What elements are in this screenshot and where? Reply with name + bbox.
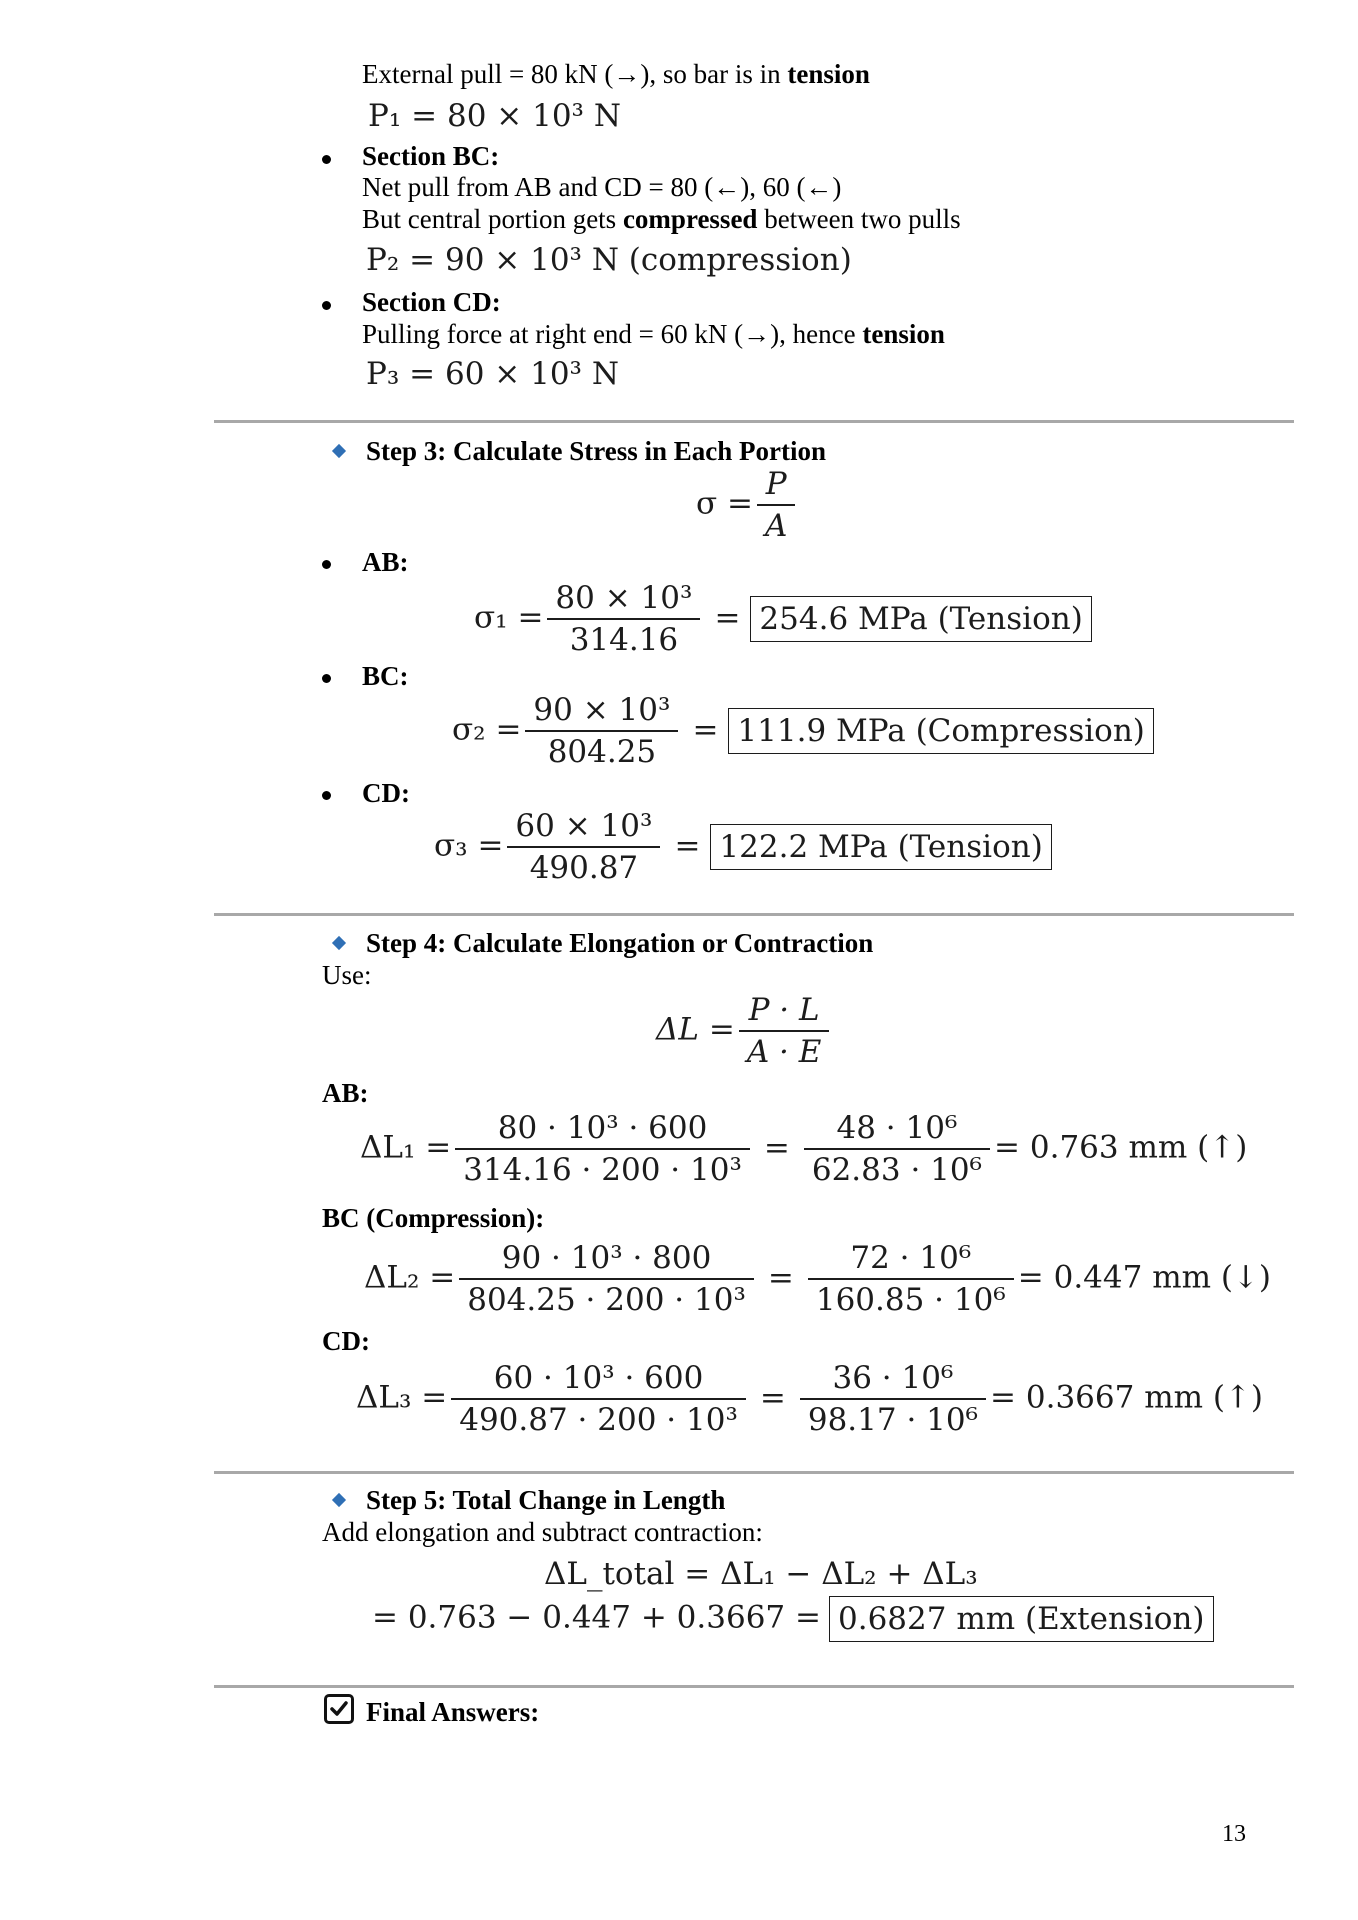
elong-bc-label: BC (Compression): (322, 1203, 545, 1233)
stress-bc-result: 111.9 MPa (Compression) (728, 708, 1153, 754)
bullet (322, 560, 331, 569)
elong-ab-label: AB: (322, 1078, 369, 1108)
checkbox-checked-icon (324, 1694, 354, 1724)
stress-cd-equation: σ₃ = $\frac{\text{60 × 10³}}{490.87}$ = 122.2 MPa (Tension) (434, 806, 1052, 888)
step4-use-label: Use: (322, 960, 372, 990)
page-number: 13 (1222, 1821, 1246, 1847)
elong-cd-equation: ΔL₃ = $\frac{\text{60 · 10³ · 600}}{\text{490.87 · 200 · 10³}}$ = $\frac{\text{36 · 10⁶}}{\text{98.17 · 10⁶}}$ = 0.3667 mm (↑) (356, 1360, 1264, 1438)
section-cd-heading: Section CD: (362, 287, 501, 317)
total-formula: ΔL_total = ΔL₁ − ΔL₂ + ΔL₃ (544, 1556, 978, 1592)
section-bc-line1: Net pull from AB and CD = 80 (←), 60 (←) (362, 172, 842, 202)
elong-bc-equation: ΔL₂ = $\frac{\text{90 · 10³ · 800}}{\text{804.25 · 200 · 10³}}$ = $\frac{\text{72 · 10⁶}}{\text{160.85 · 10⁶}}$ = 0.447 mm (↓) (364, 1240, 1272, 1318)
divider (214, 1471, 1294, 1474)
diamond-bullet-icon (332, 444, 346, 458)
p2-equation: P₂ = 90 × 10³ N (compression) (366, 242, 852, 278)
divider (214, 913, 1294, 916)
step4-title: Step 4: Calculate Elongation or Contraction (366, 928, 874, 958)
stress-bc-equation: σ₂ = $\frac{\text{90 × 10³}}{804.25}$ = 111.9 MPa (Compression) (452, 690, 1154, 772)
section-bc-line2: But central portion gets compressed between two pulls (362, 204, 961, 234)
stress-ab-label: AB: (362, 547, 409, 577)
bullet (322, 155, 331, 164)
stress-bc-label: BC: (362, 661, 409, 691)
final-answers-heading: Final Answers: (366, 1697, 540, 1727)
total-result: 0.6827 mm (Extension) (829, 1596, 1214, 1642)
step3-title: Step 3: Calculate Stress in Each Portion (366, 436, 826, 466)
stress-formula: σ = $\frac{P}{A}$ (696, 464, 799, 546)
elong-ab-equation: ΔL₁ = $\frac{\text{80 · 10³ · 600}}{\text{314.16 · 200 · 10³}}$ = $\frac{\text{48 · 10⁶}}{\text{62.83 · 10⁶}}$ = 0.763 mm (↑) (360, 1110, 1248, 1188)
bullet (322, 674, 331, 683)
p3-equation: P₃ = 60 × 10³ N (366, 356, 619, 392)
bullet (322, 301, 331, 310)
step5-line: Add elongation and subtract contraction: (322, 1517, 763, 1547)
ab-external-pull-line: External pull = 80 kN (→), so bar is in tension (362, 59, 870, 89)
bullet (322, 791, 331, 800)
stress-ab-equation: σ₁ = $\frac{\text{80 × 10³}}{314.16}$ = 254.6 MPa (Tension) (474, 578, 1092, 660)
divider (214, 1685, 1294, 1688)
stress-cd-label: CD: (362, 778, 410, 808)
diamond-bullet-icon (332, 1493, 346, 1507)
step5-title: Step 5: Total Change in Length (366, 1485, 726, 1515)
section-cd-line: Pulling force at right end = 60 kN (→), hence tension (362, 319, 945, 349)
p1-equation: P₁ = 80 × 10³ N (368, 98, 621, 134)
elong-cd-label: CD: (322, 1326, 370, 1356)
diamond-bullet-icon (332, 936, 346, 950)
deflection-formula: ΔL = $\frac{P \cdot L}{A \cdot E}$ (656, 990, 833, 1072)
stress-ab-result: 254.6 MPa (Tension) (750, 596, 1091, 642)
total-calculation: = 0.763 − 0.447 + 0.3667 = 0.6827 mm (Extension) (372, 1596, 1214, 1642)
divider (214, 420, 1294, 423)
stress-cd-result: 122.2 MPa (Tension) (710, 824, 1051, 870)
section-bc-heading: Section BC: (362, 141, 500, 171)
